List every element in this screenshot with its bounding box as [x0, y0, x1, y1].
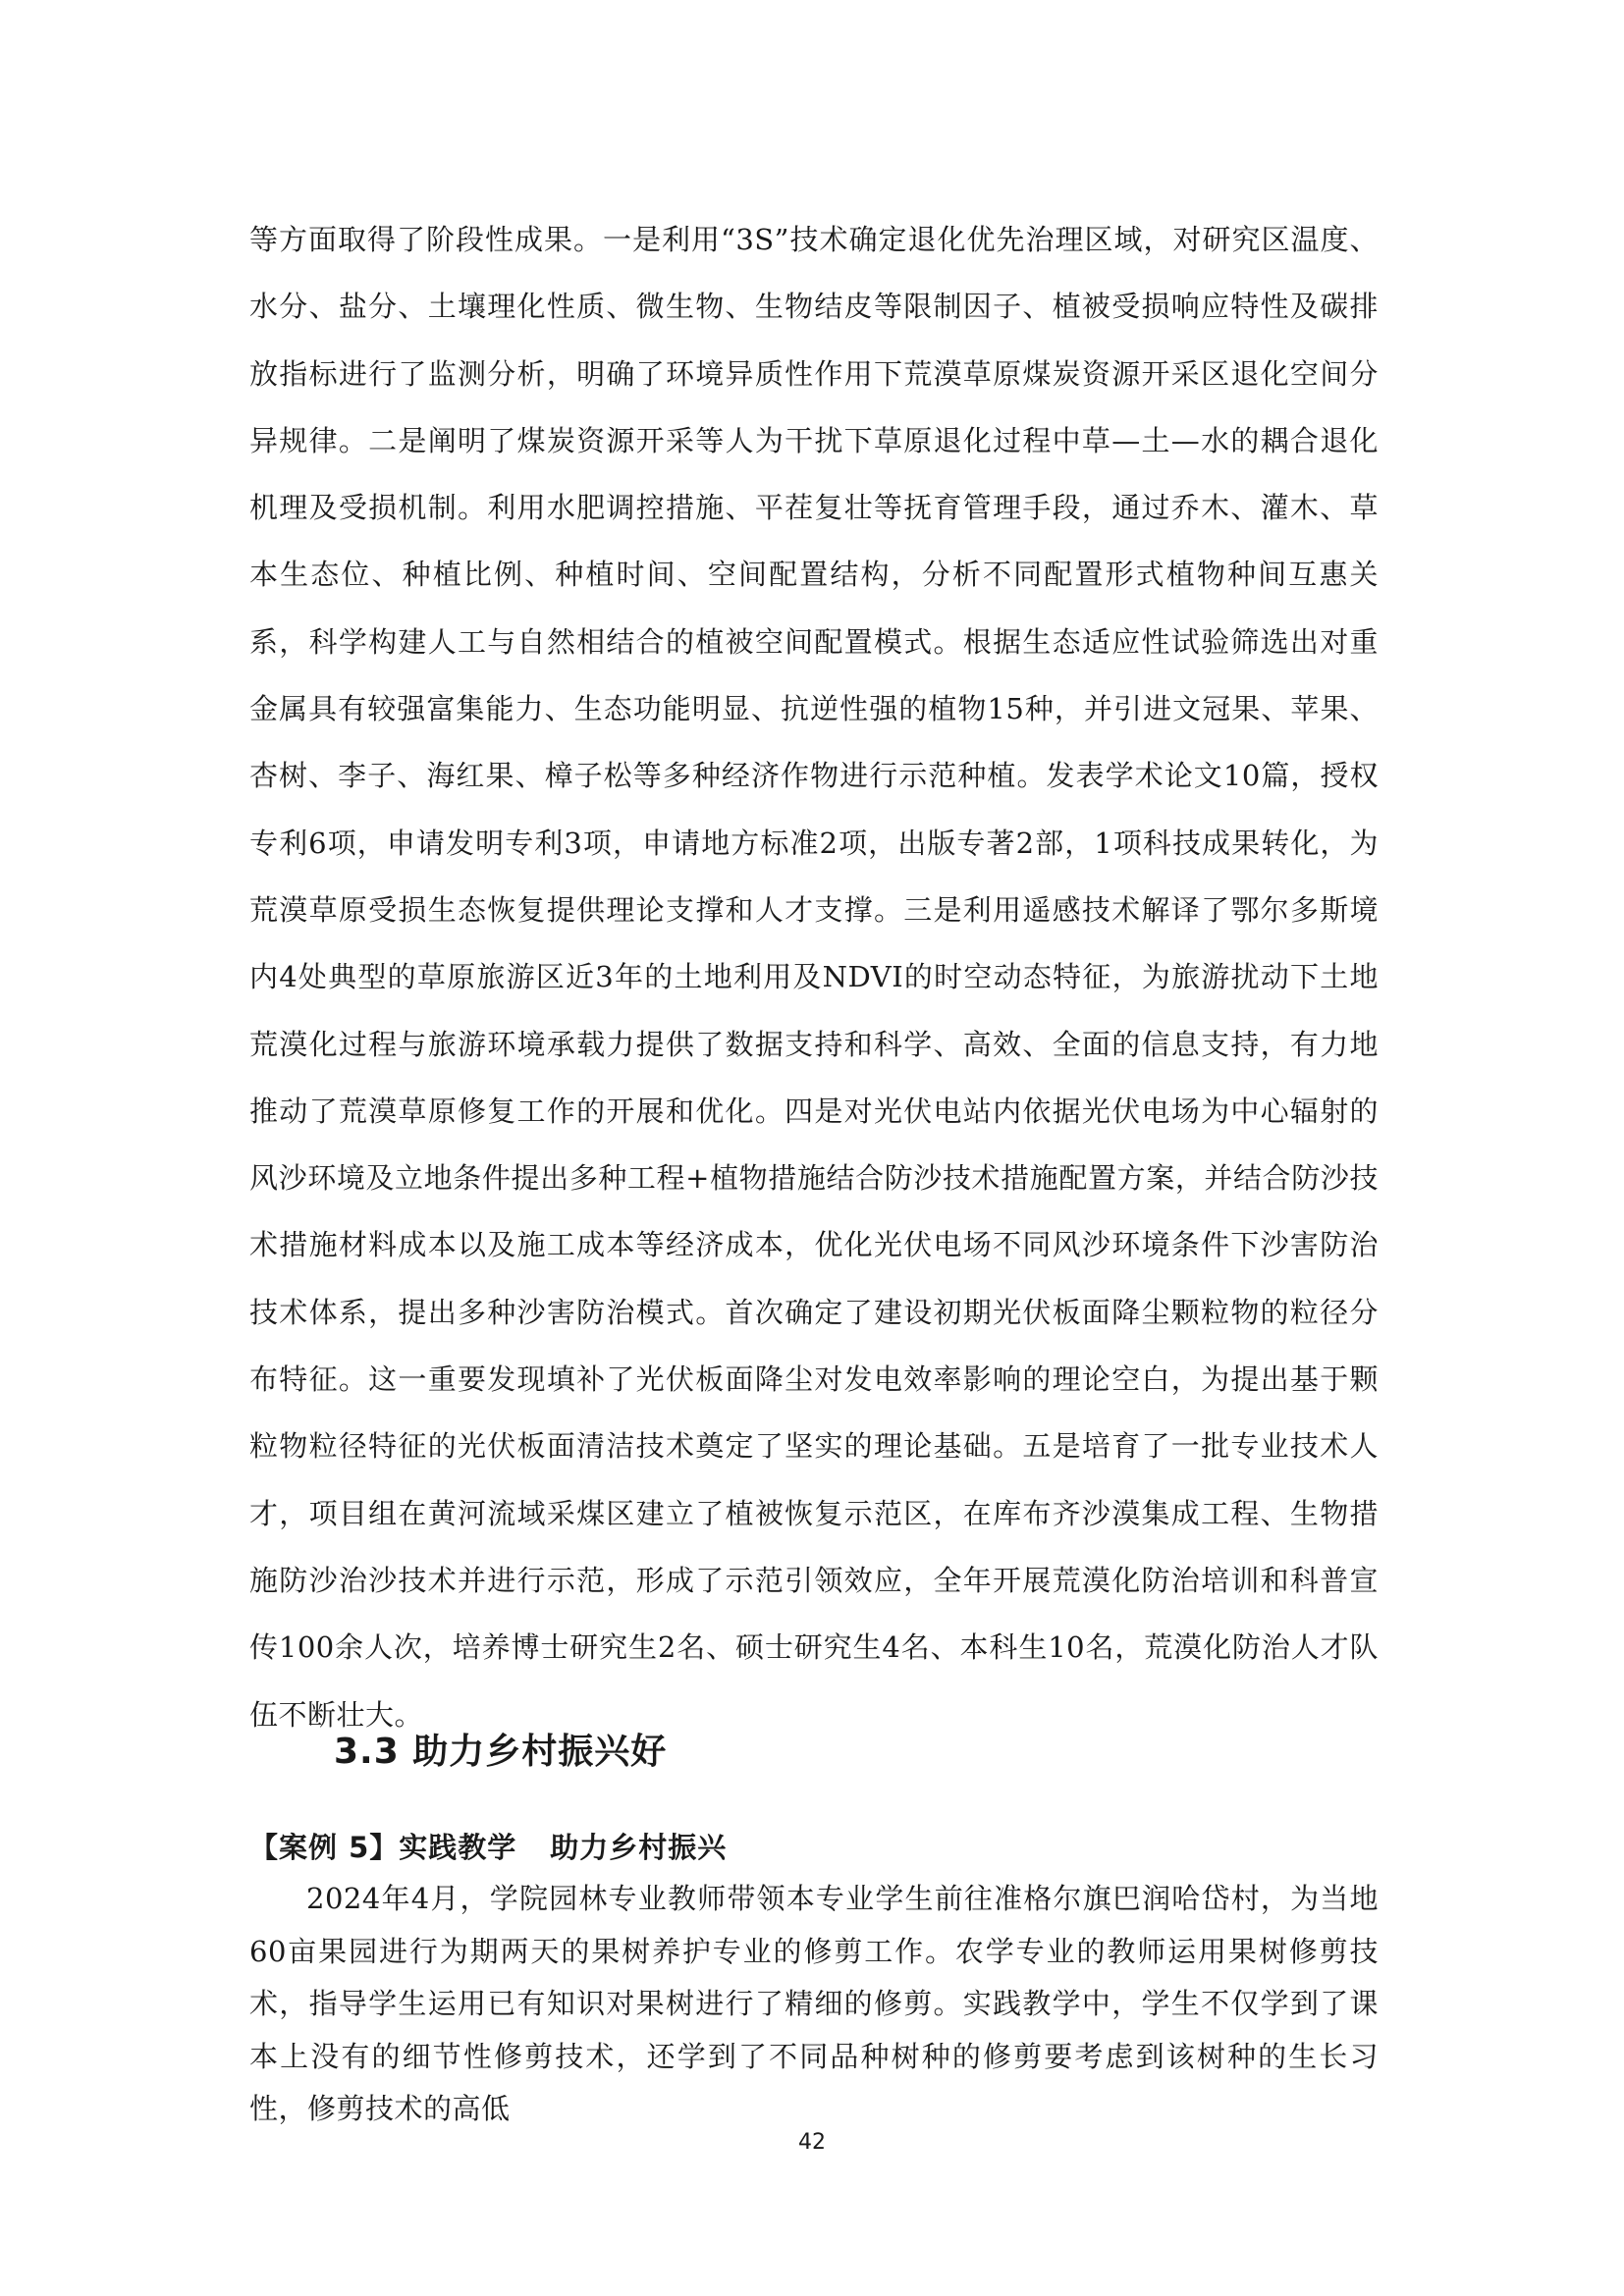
- page-number: 42: [798, 2130, 826, 2155]
- case-title: 助力乡村振兴: [550, 1831, 728, 1864]
- case-paragraph: 2024年4月，学院园林专业教师带领本专业学生前往准格尔旗巴润哈岱村，为当地60亩果园进行为期两天的果树养护专业的修剪工作。农学专业的教师运用果树修剪技术，指导学生运用已有知识对果树进行了精细的修剪。实践教学中，学生不仅学到了课本上没有的细节性修剪技术，还学到了不同品种树种的修剪要考虑到该树种的生长习性，修剪技术的高低: [249, 1882, 1379, 2125]
- section-heading: 3.3 助力乡村振兴好: [334, 1732, 668, 1772]
- case-label: 【案例 5】实践教学: [249, 1831, 517, 1864]
- body-paragraph: 等方面取得了阶段性成果。一是利用“3S”技术确定退化优先治理区域，对研究区温度、水分、盐分、土壤理化性质、微生物、生物结皮等限制因子、植被受损响应特性及碳排放指标进行了监测分析，明确了环境异质性作用下荒漠草原煤炭资源开采区退化空间分异规律。二是阐明了煤炭资源开采等人为干扰下草原退化过程中草—土—水的耦合退化机理及受损机制。利用水肥调控措施、平茬复壮等抚育管理手段，通过乔木、灌木、草本生态位、种植比例、种植时间、空间配置结构，分析不同配置形式植物种间互惠关系，科学构建人工与自然相结合的植被空间配置模式。根据生态适应性试验筛选出对重金属具有较强富集能力、生态功能明显、抗逆性强的植物15种，并引进文冠果、苹果、杏树、李子、海红果、樟子松等多种经济作物进行示范种植。发表学术论文10篇，授权专利6项，申请发明专利3项，申请地方标准2项，出版专著2部，1项科技成果转化，为荒漠草原受损生态恢复提供理论支撑和人才支撑。三是利用遥感技术解译了鄂尔多斯境内4处典型的草原旅游区近3年的土地利用及NDVI的时空动态特征，为旅游扰动下土地荒漠化过程与旅游环境承载力提供了数据支持和科学、高效、全面的信息支持，有力地推动了荒漠草原修复工作的开展和优化。四是对光伏电站内依据光伏电场为中心辐射的风沙环境及立地条件提出多种工程+植物措施结合防沙技术措施配置方案，并结合防沙技术措施材料成本以及施工成本等经济成本，优化光伏电场不同风沙环境条件下沙害防治技术体系，提出多种沙害防治模式。首次确定了建设初期光伏板面降尘颗粒物的粒径分布特征。这一重要发现填补了光伏板面降尘对发电效率影响的理论空白，为提出基于颗粒物粒径特征的光伏板面清洁技术奠定了坚实的理论基础。五是培育了一批专业技术人才，项目组在黄河流域采煤区建立了植被恢复示范区，在库布齐沙漠集成工程、生物措施防沙治沙技术并进行示范，形成了示范引领效应，全年开展荒漠化防治培训和科普宣传100余人次，培养博士研究生2名、硕士研究生4名、本科生10名，荒漠化防治人才队伍不断壮大。: [249, 223, 1379, 1732]
- case-heading: [249, 1826, 727, 1869]
